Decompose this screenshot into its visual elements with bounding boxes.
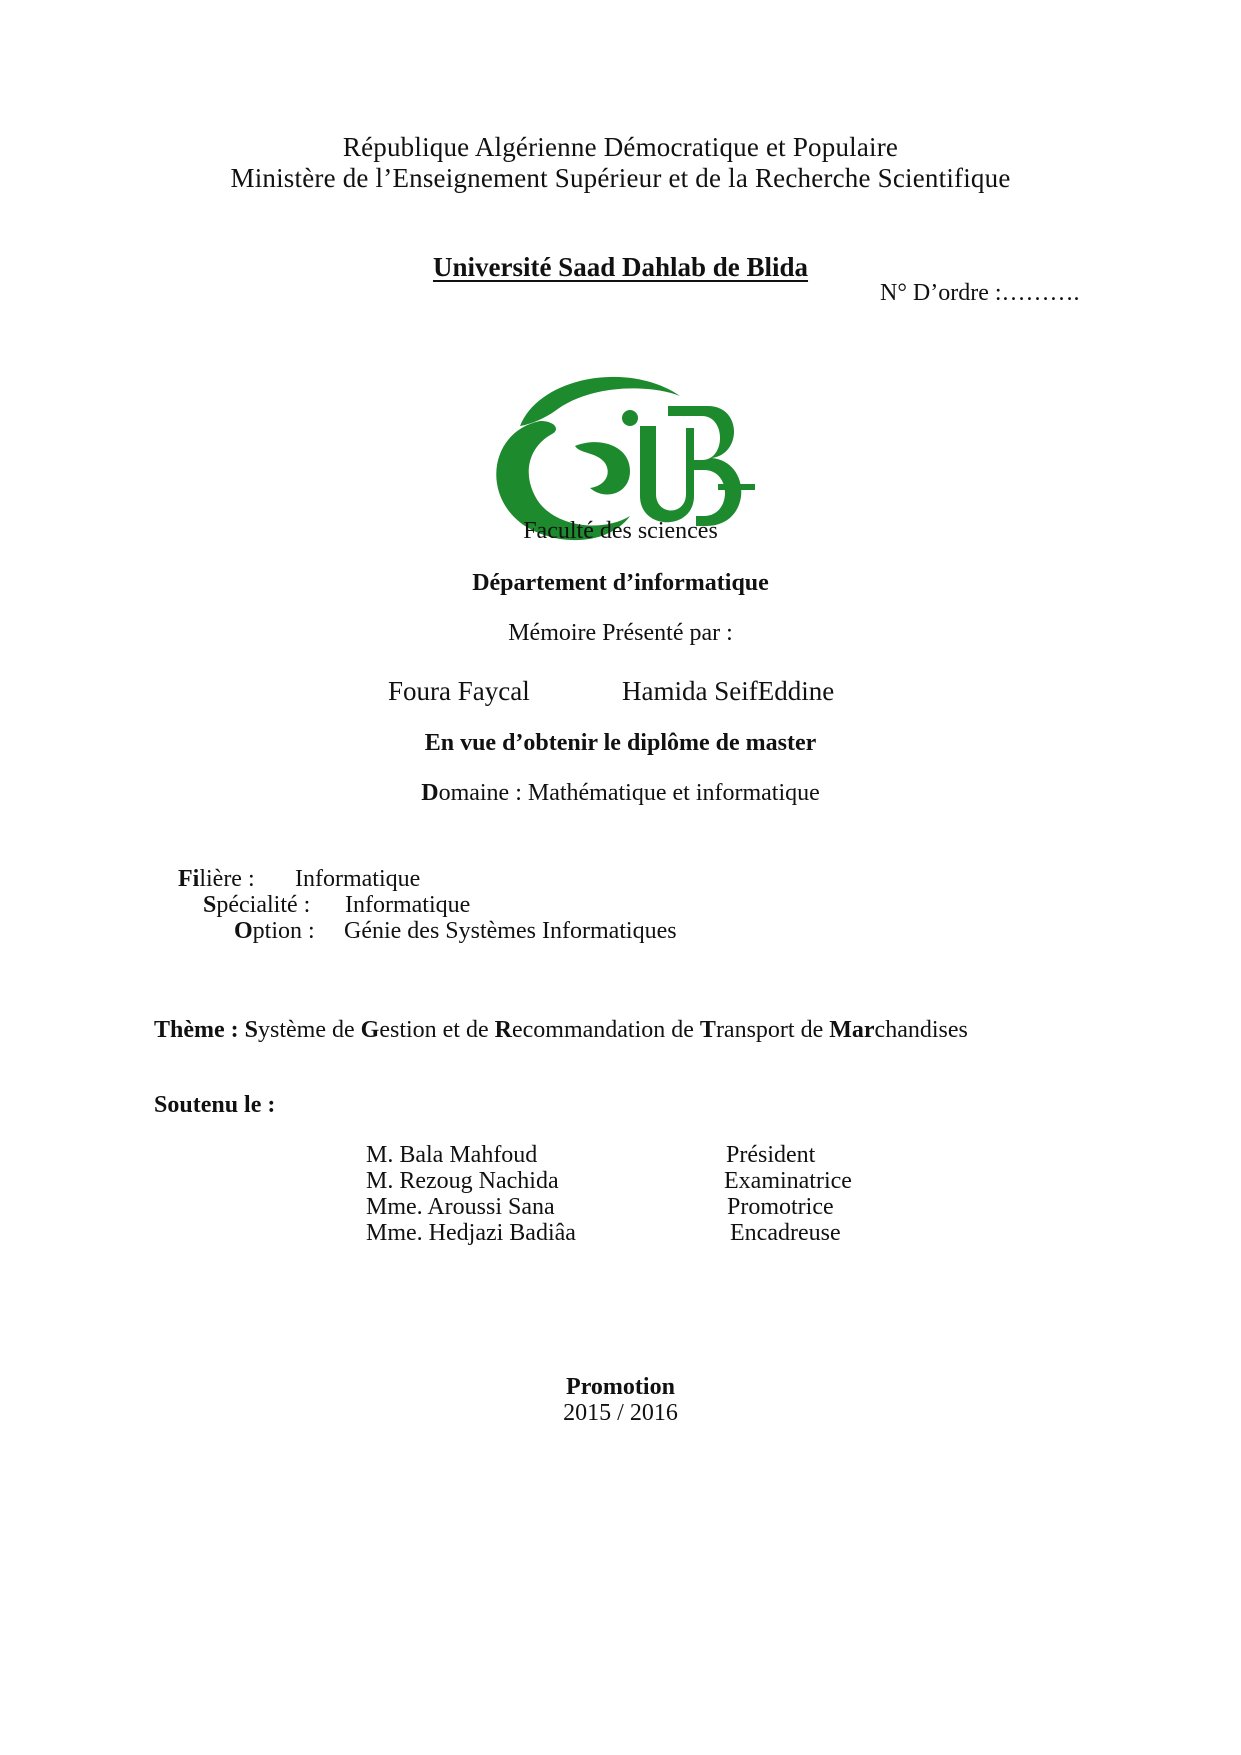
filiere-value: Informatique — [295, 866, 421, 892]
filiere-label-rest: lière : — [199, 866, 255, 892]
option-value: Génie des Systèmes Informatiques — [344, 918, 677, 944]
author-1: Foura Faycal — [388, 676, 530, 706]
theme-part-text: chandises — [874, 1017, 968, 1043]
theme-part-bold: T — [699, 1017, 716, 1043]
faculty: Faculté des sciences — [523, 518, 718, 544]
soutenu-label: Soutenu le : — [154, 1092, 276, 1118]
option-label-rest: ption : — [252, 918, 315, 944]
domain-initial: D — [421, 780, 439, 806]
option-label — [234, 918, 315, 945]
specialite-label — [203, 892, 310, 919]
domain — [0, 780, 1241, 807]
jury-name: Mme. Hedjazi Badiâa — [366, 1220, 576, 1246]
jury-name: M. Rezoug Nachida — [366, 1168, 559, 1194]
theme-part-bold: G — [360, 1017, 380, 1043]
promotion-years: 2015 / 2016 — [563, 1400, 678, 1426]
theme-part-bold: R — [494, 1017, 512, 1043]
domain-text: omaine : Mathématique et informatique — [438, 780, 820, 806]
theme-part-text: ransport de — [715, 1017, 830, 1043]
theme-part-bold: Mar — [829, 1017, 875, 1043]
jury-role: Examinatrice — [724, 1168, 852, 1194]
theme-part-text: estion et de — [379, 1017, 495, 1043]
theme-line — [154, 1017, 968, 1044]
theme-part-text: ystème de — [258, 1017, 361, 1043]
order-number: N° D’ordre :………. — [880, 280, 1080, 306]
author-2: Hamida SeifEddine — [622, 676, 835, 706]
jury-name: Mme. Aroussi Sana — [366, 1194, 555, 1220]
jury-name: M. Bala Mahfoud — [366, 1142, 538, 1168]
department: Département d’informatique — [472, 570, 769, 596]
filiere-label — [178, 866, 255, 893]
diploma: En vue d’obtenir le diplôme de master — [424, 730, 817, 756]
jury-role: Promotrice — [727, 1194, 834, 1220]
theme-part-bold: S — [244, 1017, 259, 1043]
theme-part-text: ecommandation de — [511, 1017, 700, 1043]
header-ministry: Ministère de l’Enseignement Supérieur et de la Recherche Scientifique — [230, 163, 1011, 193]
specialite-label-rest: pécialité : — [216, 892, 311, 918]
theme-label: Thème : — [154, 1017, 239, 1043]
jury-role: Encadreuse — [730, 1220, 841, 1246]
specialite-initial: S — [203, 892, 217, 918]
specialite-value: Informatique — [345, 892, 471, 918]
promotion-label: Promotion — [566, 1374, 675, 1400]
university-name: Université Saad Dahlab de Blida — [432, 252, 809, 282]
option-initial: O — [234, 918, 253, 944]
jury-role: Président — [726, 1142, 816, 1168]
header-republic: République Algérienne Démocratique et Populaire — [342, 132, 899, 162]
presented-by: Mémoire Présenté par : — [508, 620, 733, 646]
filiere-initial: Fi — [178, 866, 200, 892]
